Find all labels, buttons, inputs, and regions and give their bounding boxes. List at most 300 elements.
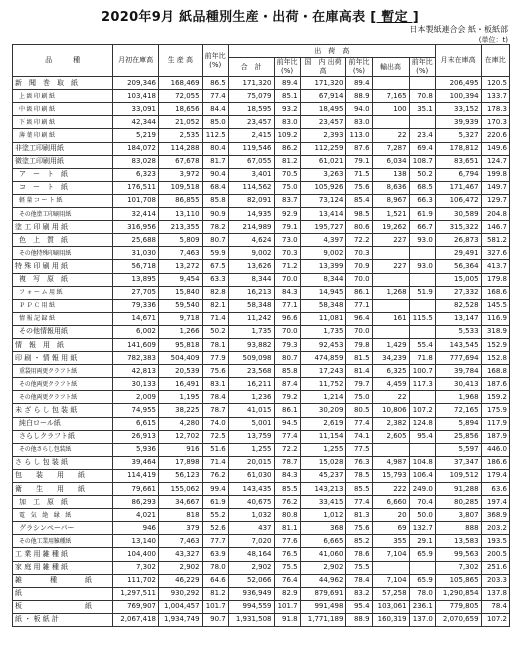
cell-stock-ratio: 203.2 xyxy=(481,522,509,535)
cell-export-yoy: 95.4 xyxy=(409,430,435,443)
cell-export xyxy=(372,325,409,338)
cell-export-yoy: 50.2 xyxy=(409,168,435,181)
cell-export: 8,967 xyxy=(372,194,409,207)
cell-closing-stock: 5,327 xyxy=(435,129,481,142)
cell-shipments-total: 16,211 xyxy=(228,378,274,391)
row-label: その他両更クラフト紙 xyxy=(13,378,113,391)
cell-closing-stock: 3,807 xyxy=(435,509,481,522)
cell-domestic: 6,665 xyxy=(300,535,346,548)
cell-export xyxy=(372,299,409,312)
cell-domestic: 879,691 xyxy=(300,587,346,600)
cell-shipments-total: 75,079 xyxy=(228,90,274,103)
cell-opening-stock: 27,705 xyxy=(113,286,159,299)
cell-shipments-total: 994,559 xyxy=(228,600,274,613)
cell-domestic-yoy: 72.2 xyxy=(346,234,372,247)
cell-domestic-yoy: 77.5 xyxy=(346,443,372,456)
cell-production-yoy: 78.2 xyxy=(202,221,228,234)
cell-domestic: 8,344 xyxy=(300,273,346,286)
cell-production-yoy: 63.9 xyxy=(202,548,228,561)
cell-export-yoy: 66.7 xyxy=(409,221,435,234)
cell-stock-ratio: 251.6 xyxy=(481,561,509,574)
cell-shipments-total: 52,066 xyxy=(228,574,274,587)
cell-shipments-total-yoy: 93.2 xyxy=(274,103,300,116)
cell-production: 20,539 xyxy=(159,365,203,378)
cell-stock-ratio: 193.5 xyxy=(481,535,509,548)
cell-domestic: 143,213 xyxy=(300,483,346,496)
cell-production-yoy: 52.6 xyxy=(202,522,228,535)
cell-domestic: 58,348 xyxy=(300,299,346,312)
cell-shipments-total-yoy: 76.2 xyxy=(274,496,300,509)
cell-domestic-yoy: 71.5 xyxy=(346,168,372,181)
cell-opening-stock: 209,346 xyxy=(113,77,159,90)
cell-shipments-total-yoy: 109.2 xyxy=(274,129,300,142)
cell-opening-stock: 141,609 xyxy=(113,338,159,351)
cell-stock-ratio: 133.7 xyxy=(481,90,509,103)
cell-shipments-total-yoy: 85.8 xyxy=(274,365,300,378)
cell-production: 818 xyxy=(159,509,203,522)
cell-export-yoy xyxy=(409,391,435,404)
cell-shipments-total: 114,562 xyxy=(228,181,274,194)
cell-domestic: 9,002 xyxy=(300,247,346,260)
cell-opening-stock: 30,133 xyxy=(113,378,159,391)
row-label: その他情報用紙 xyxy=(13,325,113,338)
cell-shipments-total-yoy: 82.9 xyxy=(274,587,300,600)
table-row xyxy=(13,469,510,482)
header-export-yoy: 前年比 (%) xyxy=(409,58,435,77)
cell-shipments-total: 2,902 xyxy=(228,561,274,574)
cell-shipments-total: 93,882 xyxy=(228,338,274,351)
cell-production: 1,195 xyxy=(159,391,203,404)
cell-shipments-total-yoy: 72.2 xyxy=(274,443,300,456)
cell-production: 95,818 xyxy=(159,338,203,351)
cell-export-yoy xyxy=(409,116,435,129)
cell-production: 38,225 xyxy=(159,404,203,417)
cell-production-yoy: 82.1 xyxy=(202,299,228,312)
cell-stock-ratio: 327.6 xyxy=(481,247,509,260)
cell-domestic-yoy: 85.5 xyxy=(346,483,372,496)
cell-shipments-total: 5,001 xyxy=(228,417,274,430)
cell-production: 379 xyxy=(159,522,203,535)
table-row xyxy=(13,194,510,207)
cell-shipments-total-yoy: 81.2 xyxy=(274,155,300,168)
cell-export: 103,061 xyxy=(372,600,409,613)
row-label: その他工業用雑種紙 xyxy=(13,535,113,548)
row-label: フ ォ ー ム 用 紙 xyxy=(13,286,113,299)
table-row xyxy=(13,587,510,600)
cell-production-yoy: 77.4 xyxy=(202,90,228,103)
cell-production: 7,463 xyxy=(159,535,203,548)
table-row xyxy=(13,443,510,456)
cell-export-yoy xyxy=(409,77,435,90)
cell-domestic-yoy: 77.4 xyxy=(346,417,372,430)
cell-export-yoy: 71.8 xyxy=(409,352,435,365)
cell-production: 67,678 xyxy=(159,155,203,168)
cell-shipments-total-yoy: 70.0 xyxy=(274,273,300,286)
production-table xyxy=(12,44,510,627)
cell-shipments-total: 41,015 xyxy=(228,404,274,417)
cell-export: 227 xyxy=(372,234,409,247)
cell-production-yoy: 86.5 xyxy=(202,77,228,90)
cell-opening-stock: 1,297,511 xyxy=(113,587,159,600)
cell-production-yoy: 78.4 xyxy=(202,391,228,404)
cell-export: 4,987 xyxy=(372,456,409,469)
cell-export-yoy xyxy=(409,443,435,456)
cell-stock-ratio: 178.3 xyxy=(481,103,509,116)
cell-export: 20 xyxy=(372,509,409,522)
cell-production-yoy: 63.3 xyxy=(202,273,228,286)
cell-stock-ratio: 187.9 xyxy=(481,430,509,443)
cell-production-yoy: 81.2 xyxy=(202,587,228,600)
cell-export: 22 xyxy=(372,391,409,404)
row-label: 微塗工印刷用紙 xyxy=(13,155,113,168)
cell-domestic-yoy: 75.6 xyxy=(346,522,372,535)
cell-shipments-total-yoy: 76.5 xyxy=(274,548,300,561)
cell-stock-ratio: 179.8 xyxy=(481,273,509,286)
cell-production: 17,898 xyxy=(159,456,203,469)
cell-closing-stock: 13,147 xyxy=(435,312,481,325)
cell-opening-stock: 2,009 xyxy=(113,391,159,404)
table-row xyxy=(13,325,510,338)
cell-shipments-total-yoy: 77.4 xyxy=(274,430,300,443)
cell-production-yoy: 78.7 xyxy=(202,404,228,417)
row-label: 新 聞 巻 取 紙 xyxy=(13,77,113,90)
cell-stock-ratio: 168.6 xyxy=(481,286,509,299)
cell-domestic: 11,081 xyxy=(300,312,346,325)
header-shipments: 出 荷 高 xyxy=(228,45,435,58)
cell-production-yoy: 80.4 xyxy=(202,142,228,155)
cell-production-yoy: 82.8 xyxy=(202,286,228,299)
cell-domestic: 13,399 xyxy=(300,260,346,273)
cell-export-yoy: 65.9 xyxy=(409,548,435,561)
cell-opening-stock: 176,511 xyxy=(113,181,159,194)
cell-export-yoy: 51.9 xyxy=(409,286,435,299)
cell-shipments-total: 1,236 xyxy=(228,391,274,404)
cell-export: 100 xyxy=(372,103,409,116)
cell-opening-stock: 946 xyxy=(113,522,159,535)
header-total: 合 計 xyxy=(228,58,274,77)
table-row xyxy=(13,509,510,522)
row-label: 紙 ・ 板 紙 計 xyxy=(13,613,113,626)
table-row xyxy=(13,574,510,587)
header-opening-stock: 月初在庫高 xyxy=(113,45,159,77)
table-row xyxy=(13,378,510,391)
table-row xyxy=(13,234,510,247)
cell-stock-ratio: 168.8 xyxy=(481,365,509,378)
table-row xyxy=(13,613,510,626)
cell-domestic-yoy: 98.5 xyxy=(346,208,372,221)
cell-production-yoy: 90.7 xyxy=(202,613,228,626)
cell-export xyxy=(372,247,409,260)
cell-production: 213,355 xyxy=(159,221,203,234)
cell-export-yoy: 23.4 xyxy=(409,129,435,142)
cell-domestic-yoy: 78.5 xyxy=(346,469,372,482)
cell-export-yoy: 104.8 xyxy=(409,456,435,469)
cell-domestic-yoy: 78.4 xyxy=(346,574,372,587)
cell-stock-ratio: 107.2 xyxy=(481,613,509,626)
cell-production-yoy: 51.6 xyxy=(202,443,228,456)
cell-opening-stock: 316,956 xyxy=(113,221,159,234)
cell-domestic: 1,255 xyxy=(300,443,346,456)
cell-opening-stock: 101,708 xyxy=(113,194,159,207)
cell-stock-ratio: 117.9 xyxy=(481,417,509,430)
row-label: その他特殊印刷用紙 xyxy=(13,247,113,260)
cell-opening-stock: 25,688 xyxy=(113,234,159,247)
cell-export-yoy: 35.1 xyxy=(409,103,435,116)
row-label: 塗 工 印 刷 用 紙 xyxy=(13,221,113,234)
cell-export: 7,165 xyxy=(372,90,409,103)
cell-closing-stock: 5,533 xyxy=(435,325,481,338)
cell-stock-ratio: 200.5 xyxy=(481,548,509,561)
cell-domestic: 1,735 xyxy=(300,325,346,338)
cell-production-yoy: 67.5 xyxy=(202,260,228,273)
cell-shipments-total-yoy: 76.4 xyxy=(274,574,300,587)
cell-shipments-total: 40,675 xyxy=(228,496,274,509)
cell-opening-stock: 83,028 xyxy=(113,155,159,168)
cell-production-yoy: 50.2 xyxy=(202,325,228,338)
cell-domestic-yoy: 70.9 xyxy=(346,260,372,273)
cell-shipments-total: 509,098 xyxy=(228,352,274,365)
cell-domestic: 368 xyxy=(300,522,346,535)
header-total-yoy: 前年比 (%) xyxy=(274,58,300,77)
cell-stock-ratio: 203.3 xyxy=(481,574,509,587)
cell-opening-stock: 56,718 xyxy=(113,260,159,273)
cell-shipments-total: 20,015 xyxy=(228,456,274,469)
row-label: その他両更クラフト紙 xyxy=(13,391,113,404)
cell-export-yoy: 50.0 xyxy=(409,509,435,522)
cell-stock-ratio: 368.9 xyxy=(481,509,509,522)
cell-opening-stock: 14,671 xyxy=(113,312,159,325)
cell-stock-ratio: 187.6 xyxy=(481,378,509,391)
table-row xyxy=(13,181,510,194)
cell-production-yoy: 81.7 xyxy=(202,155,228,168)
cell-export xyxy=(372,443,409,456)
cell-stock-ratio: 149.7 xyxy=(481,181,509,194)
cell-shipments-total-yoy: 86.1 xyxy=(274,404,300,417)
header-export: 輸出高 xyxy=(372,58,409,77)
cell-shipments-total-yoy: 83.0 xyxy=(274,116,300,129)
cell-production-yoy: 77.7 xyxy=(202,535,228,548)
cell-stock-ratio: 116.9 xyxy=(481,312,509,325)
cell-production: 46,229 xyxy=(159,574,203,587)
cell-shipments-total-yoy: 79.3 xyxy=(274,338,300,351)
cell-stock-ratio: 220.6 xyxy=(481,129,509,142)
cell-domestic-yoy: 86.1 xyxy=(346,286,372,299)
cell-export-yoy: 124.8 xyxy=(409,417,435,430)
cell-stock-ratio: 145.5 xyxy=(481,299,509,312)
cell-stock-ratio: 318.9 xyxy=(481,325,509,338)
cell-domestic-yoy: 80.6 xyxy=(346,221,372,234)
cell-production: 86,855 xyxy=(159,194,203,207)
cell-closing-stock: 13,583 xyxy=(435,535,481,548)
cell-opening-stock: 13,140 xyxy=(113,535,159,548)
cell-export: 355 xyxy=(372,535,409,548)
cell-shipments-total: 58,348 xyxy=(228,299,274,312)
table-header xyxy=(13,45,510,77)
cell-shipments-total-yoy: 94.5 xyxy=(274,417,300,430)
cell-export-yoy: 93.0 xyxy=(409,234,435,247)
cell-export-yoy: 29.1 xyxy=(409,535,435,548)
cell-shipments-total-yoy: 80.7 xyxy=(274,352,300,365)
header-domestic: 国 内 出荷高 xyxy=(300,58,346,77)
cell-domestic: 2,902 xyxy=(300,561,346,574)
cell-production: 109,518 xyxy=(159,181,203,194)
table-row xyxy=(13,168,510,181)
cell-shipments-total: 214,989 xyxy=(228,221,274,234)
cell-shipments-total-yoy: 91.8 xyxy=(274,613,300,626)
cell-shipments-total: 48,164 xyxy=(228,548,274,561)
cell-closing-stock: 15,005 xyxy=(435,273,481,286)
cell-opening-stock: 5,219 xyxy=(113,129,159,142)
table-row xyxy=(13,417,510,430)
table-row xyxy=(13,548,510,561)
cell-closing-stock: 99,563 xyxy=(435,548,481,561)
cell-closing-stock: 27,332 xyxy=(435,286,481,299)
cell-shipments-total: 143,435 xyxy=(228,483,274,496)
cell-shipments-total-yoy: 85.1 xyxy=(274,90,300,103)
cell-closing-stock: 39,939 xyxy=(435,116,481,129)
cell-export-yoy: 100.7 xyxy=(409,365,435,378)
cell-export-yoy: 236.1 xyxy=(409,600,435,613)
row-label: Ｐ Ｐ Ｃ 用 紙 xyxy=(13,299,113,312)
cell-domestic-yoy: 70.3 xyxy=(346,247,372,260)
cell-opening-stock: 6,615 xyxy=(113,417,159,430)
cell-domestic: 171,320 xyxy=(300,77,346,90)
cell-closing-stock: 83,651 xyxy=(435,155,481,168)
cell-closing-stock: 779,805 xyxy=(435,600,481,613)
cell-domestic: 15,028 xyxy=(300,456,346,469)
cell-export: 2,605 xyxy=(372,430,409,443)
cell-stock-ratio: 581.2 xyxy=(481,234,509,247)
cell-opening-stock: 184,072 xyxy=(113,142,159,155)
cell-stock-ratio: 149.6 xyxy=(481,142,509,155)
cell-production-yoy: 64.6 xyxy=(202,574,228,587)
cell-domestic-yoy: 96.4 xyxy=(346,312,372,325)
cell-shipments-total: 119,546 xyxy=(228,142,274,155)
cell-closing-stock: 1,290,854 xyxy=(435,587,481,600)
cell-stock-ratio: 186.6 xyxy=(481,456,509,469)
cell-shipments-total-yoy: 73.0 xyxy=(274,234,300,247)
table-row xyxy=(13,561,510,574)
table-row xyxy=(13,600,510,613)
cell-production-yoy: 61.9 xyxy=(202,496,228,509)
cell-opening-stock: 79,336 xyxy=(113,299,159,312)
cell-export-yoy: 70.4 xyxy=(409,496,435,509)
cell-export xyxy=(372,273,409,286)
cell-opening-stock: 26,913 xyxy=(113,430,159,443)
cell-opening-stock: 103,418 xyxy=(113,90,159,103)
table-row xyxy=(13,483,510,496)
row-label: 下 級 印 刷 紙 xyxy=(13,116,113,129)
cell-closing-stock: 105,865 xyxy=(435,574,481,587)
cell-export-yoy: 70.8 xyxy=(409,90,435,103)
cell-domestic-yoy: 78.6 xyxy=(346,548,372,561)
cell-shipments-total-yoy: 70.0 xyxy=(274,325,300,338)
cell-closing-stock: 143,545 xyxy=(435,338,481,351)
cell-closing-stock: 1,968 xyxy=(435,391,481,404)
cell-domestic-yoy: 75.0 xyxy=(346,391,372,404)
row-label: 非塗工印刷用紙 xyxy=(13,142,113,155)
cell-production: 916 xyxy=(159,443,203,456)
cell-shipments-total-yoy: 79.2 xyxy=(274,391,300,404)
cell-export-yoy xyxy=(409,325,435,338)
cell-export-yoy: 65.9 xyxy=(409,574,435,587)
table-row xyxy=(13,129,510,142)
cell-stock-ratio: 199.8 xyxy=(481,168,509,181)
cell-export-yoy: 106.4 xyxy=(409,469,435,482)
cell-shipments-total: 13,759 xyxy=(228,430,274,443)
cell-export: 34,239 xyxy=(372,352,409,365)
table-row xyxy=(13,352,510,365)
cell-production-yoy: 72.5 xyxy=(202,430,228,443)
cell-domestic-yoy: 80.5 xyxy=(346,404,372,417)
cell-opening-stock: 7,302 xyxy=(113,561,159,574)
cell-closing-stock: 106,472 xyxy=(435,194,481,207)
header-category: 品 種 xyxy=(13,45,113,77)
cell-stock-ratio: 124.7 xyxy=(481,155,509,168)
cell-export: 138 xyxy=(372,168,409,181)
row-label: 上 級 印 刷 紙 xyxy=(13,90,113,103)
cell-shipments-total-yoy: 89.4 xyxy=(274,77,300,90)
cell-domestic-yoy: 75.5 xyxy=(346,561,372,574)
cell-export-yoy: 108.7 xyxy=(409,155,435,168)
cell-closing-stock: 72,165 xyxy=(435,404,481,417)
cell-shipments-total-yoy: 81.1 xyxy=(274,522,300,535)
cell-stock-ratio: 152.8 xyxy=(481,352,509,365)
cell-domestic: 17,243 xyxy=(300,365,346,378)
row-label: 家 庭 用 雑 種 紙 xyxy=(13,561,113,574)
cell-production: 114,288 xyxy=(159,142,203,155)
cell-closing-stock: 100,394 xyxy=(435,90,481,103)
cell-shipments-total: 171,320 xyxy=(228,77,274,90)
cell-domestic: 41,060 xyxy=(300,548,346,561)
cell-shipments-total: 16,213 xyxy=(228,286,274,299)
cell-shipments-total-yoy: 101.7 xyxy=(274,600,300,613)
cell-stock-ratio: 152.9 xyxy=(481,338,509,351)
cell-production-yoy: 71.4 xyxy=(202,456,228,469)
cell-production-yoy: 90.4 xyxy=(202,168,228,181)
cell-domestic: 30,209 xyxy=(300,404,346,417)
cell-export: 69 xyxy=(372,522,409,535)
cell-closing-stock: 6,794 xyxy=(435,168,481,181)
row-label: グラシンペーパー xyxy=(13,522,113,535)
cell-opening-stock: 104,400 xyxy=(113,548,159,561)
cell-export: 8,636 xyxy=(372,181,409,194)
cell-production: 9,718 xyxy=(159,312,203,325)
cell-domestic: 474,859 xyxy=(300,352,346,365)
cell-production-yoy: 80.7 xyxy=(202,234,228,247)
cell-domestic: 3,263 xyxy=(300,168,346,181)
cell-shipments-total: 9,002 xyxy=(228,247,274,260)
cell-export xyxy=(372,116,409,129)
unit-label: (単位：t) xyxy=(478,36,508,44)
cell-stock-ratio: 137.8 xyxy=(481,587,509,600)
table-row xyxy=(13,404,510,417)
cell-production: 43,327 xyxy=(159,548,203,561)
cell-stock-ratio: 170.3 xyxy=(481,116,509,129)
cell-production-yoy: 78.1 xyxy=(202,338,228,351)
cell-production-yoy: 71.4 xyxy=(202,312,228,325)
title-main: 2020年9月 紙品種別生産・出荷・在庫高表 xyxy=(101,10,366,25)
cell-shipments-total-yoy: 75.0 xyxy=(274,181,300,194)
cell-production: 72,055 xyxy=(159,90,203,103)
cell-domestic-yoy: 75.6 xyxy=(346,181,372,194)
header-production-yoy: 前年比 (%) xyxy=(202,45,228,77)
table-row xyxy=(13,338,510,351)
cell-export-yoy: 55.4 xyxy=(409,338,435,351)
table-row xyxy=(13,260,510,273)
cell-opening-stock: 39,464 xyxy=(113,456,159,469)
cell-export-yoy: 117.3 xyxy=(409,378,435,391)
